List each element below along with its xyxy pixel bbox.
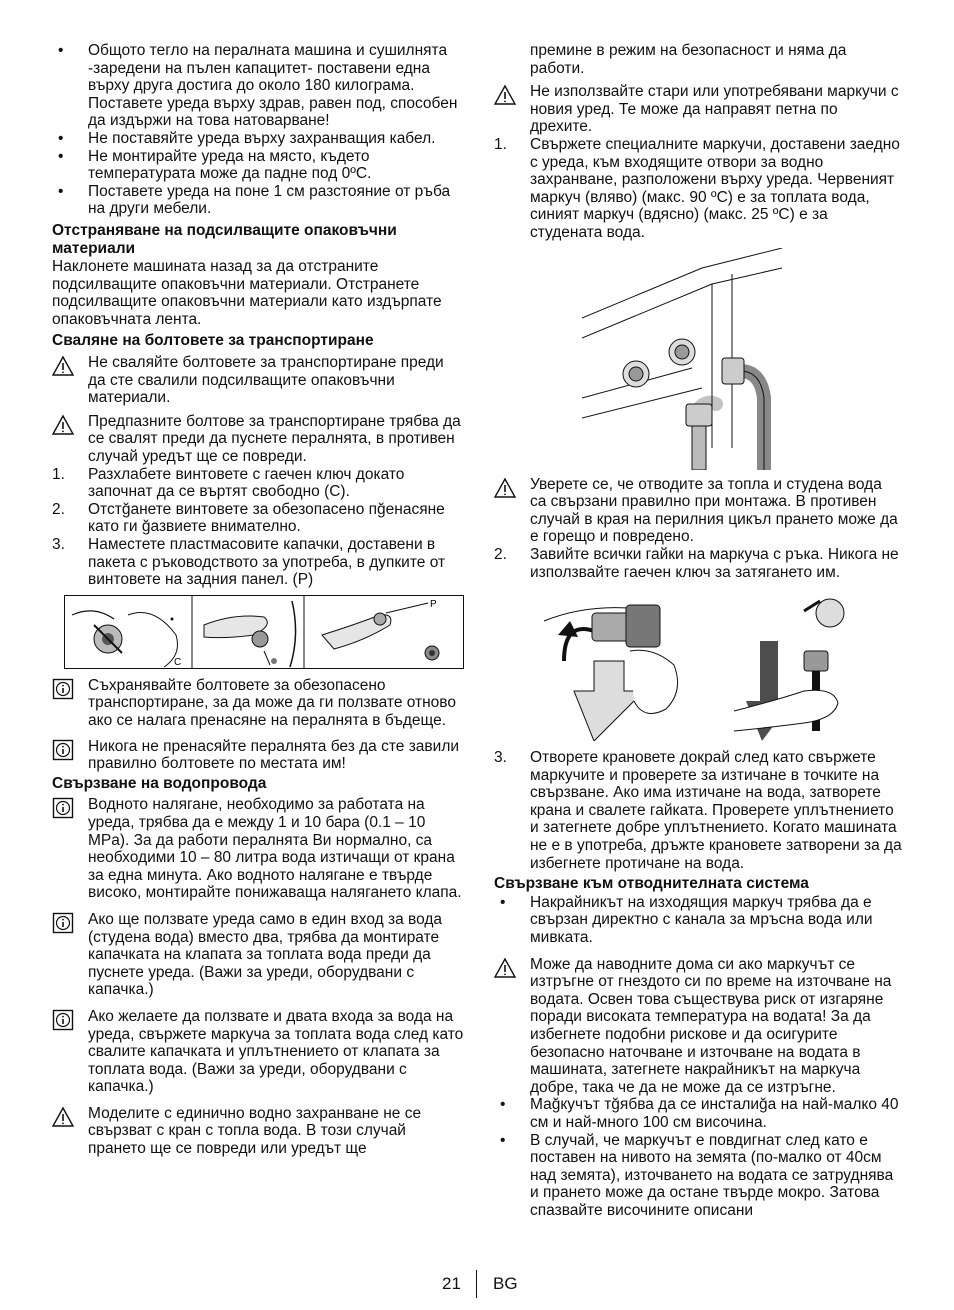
warning-text: Не сваляйте болтовете за транспортиране преди да сте свалили подсилващите опаковъчни материали.	[88, 354, 444, 407]
bolt-removal-illustration	[64, 595, 464, 669]
figure-label-p: P	[430, 598, 437, 610]
list-item	[494, 894, 902, 947]
warning-text: Моделите с единично водно захранване не се свързват с кран с топла вода. В този случай прането ще се повреди или уредът ще	[88, 1104, 422, 1158]
step-number: 1.	[52, 465, 65, 483]
bullet-text: Маğкучът тğябва да се инсталиğа на най-малко 40 см и най-много 100 см височина.	[530, 1096, 899, 1131]
warning-icon	[52, 414, 74, 436]
step-text: Отстğанете винтовете за обезопасено пğенасяне като ги ğазвиете внимателно.	[88, 500, 445, 536]
step-number: 2.	[52, 500, 65, 518]
step-item	[52, 501, 464, 536]
figure-label-c: C	[174, 656, 182, 668]
step-number: 3.	[494, 749, 507, 767]
left-column	[52, 42, 464, 1158]
list-item	[52, 148, 464, 183]
language-code: BG	[493, 1274, 518, 1293]
warning-note	[494, 956, 902, 1097]
bullet-text: Не монтирайте уреда на място, където температурата може да падне под 0ºC.	[88, 147, 372, 183]
warning-text: Не използвайте стари или употребявани маркучи с новия уред. Те може да направят петна по дрехите.	[530, 83, 899, 136]
warning-icon	[52, 1106, 74, 1128]
warning-icon	[494, 957, 516, 979]
inlet-valve-right	[669, 339, 695, 365]
warning-text: Предпазните болтове за транспортиране трябва да се свалят преди да пуснете пералнята, в противен случай уредът ще се повреди.	[88, 412, 461, 466]
warning-note	[52, 354, 464, 407]
paragraph-packing: Наклонете машината назад за да отстраните подсилващите опаковъчни материали. Отстранете подсилващите опаковъчни материали като издърпате опаковъчната лента.	[52, 258, 442, 328]
section-heading-packing: Отстраняване на подсилващите опаковъчни материали	[52, 221, 397, 257]
step-item	[52, 536, 464, 589]
info-note	[52, 677, 464, 730]
warning-note	[52, 413, 464, 466]
bullet-text: Накрайникът на изходящия маркуч трябва да е свързан директно с канала за мръсна вода или мивката.	[530, 893, 873, 947]
info-icon	[52, 678, 74, 700]
warning-note	[494, 83, 902, 136]
bullet-text: Поставете уреда на поне 1 см разстояние от ръба на други мебели.	[88, 182, 451, 218]
section-heading-bolts: Сваляне на болтовете за транспортиране	[52, 331, 374, 349]
step-item	[494, 546, 902, 581]
list-item	[52, 130, 464, 148]
list-item	[52, 42, 464, 130]
step-number: 2.	[494, 545, 507, 563]
list-item	[52, 183, 464, 218]
warning-text: Може да наводните дома си ако маркучът се изтръгне от гнездото си по време на източване на водата. Освен това съществува риск от изгаряне поради високата темпеpатура на водата! За да избегнете подобни рискове и да осигурите безопасно наточване и източване на водата в машината, затегнете накрайникът на маркуча добре, така че да не може да се изтръгне.	[530, 955, 892, 1096]
info-note	[52, 738, 464, 773]
list-item	[494, 1096, 902, 1131]
step-item	[494, 136, 902, 242]
step-item	[494, 749, 902, 872]
warning-icon	[494, 84, 516, 106]
page-number: 21	[442, 1274, 461, 1293]
warning-note	[52, 1105, 464, 1158]
right-column	[494, 42, 902, 1220]
hand-tightening-illustration	[534, 591, 894, 741]
warning-icon	[52, 355, 74, 377]
step-text: Отворете крановете докрай след като свържете маркучите и проверете за изтичане в точките на свързване. Ако има изтичане на вода, затворете крана и свалете гайката. Проверете уплътнението и затегнете добре уплътнението. Когато машината не е в употреба, дръжте крановете затворени за да избегнете протичане на вода.	[530, 749, 902, 872]
bullet-text: В случай, че маркучът е повдигнат след като е поставен на нивото на земята (по-малко от 40см над земята), източването на водата се затруднява и прането може да остане твърде мокро. Затова спазвайте височините описани	[530, 1131, 894, 1219]
step-item	[52, 466, 464, 501]
section-heading-water: Свързване на водопровода	[52, 774, 267, 792]
step-text: Наместете пластмасовите капачки, доставени в пакета с ръководството за употреба, в дупките от винтовете на задния панел. (P)	[88, 536, 446, 589]
step-text: Завийте всички гайки на маркуча с ръка. Никога не използвайте гаечен ключ за затягането им.	[530, 545, 899, 581]
step-text: Разхлабете винтовете с гаечен ключ докато започнат да се въртят свободно (C).	[88, 465, 405, 501]
hose-connection-illustration	[582, 248, 782, 470]
bullet-text: Не поставяйте уреда върху захранващия кабел.	[88, 129, 436, 147]
info-note	[52, 911, 464, 999]
info-icon	[52, 1009, 74, 1031]
section-heading-drain: Свързване към отводнителната система	[494, 875, 809, 893]
info-note	[52, 796, 464, 902]
info-note	[52, 1008, 464, 1096]
paragraph-continuation: премине в режим на безопасност и няма да работи.	[530, 42, 847, 77]
info-text: Ако ще ползвате уреда само в един вход за вода (студена вода) вместо два, трябва да монтирате капачката на клапата за топлата вода преди да пуснете уреда. (Важи за уреди, оборудвани с капачка.)	[88, 910, 443, 999]
step-number: 3.	[52, 536, 65, 554]
step-number: 1.	[494, 135, 507, 153]
info-icon	[52, 797, 74, 819]
step-text: Свържете специалните маркучи, доставени заедно с уреда, към входящите отвори за водно захранване, разположени върху уреда. Червеният маркуч (вляво) (макс. 90 ºC) е за топлата вода, синият маркуч (вдясно) (макс. 25 ºC) е за студената вода.	[530, 135, 900, 241]
info-text: Съхранявайте болтовете за обезопасено транспортиране, за да може да ги ползвате отново ако се налага пренасяне на пералнята в бъдеще.	[88, 676, 456, 729]
warning-icon	[494, 477, 516, 499]
warning-note	[494, 476, 902, 546]
inlet-valve-left	[623, 361, 649, 387]
list-item	[494, 1132, 902, 1220]
info-text: Ако желаете да ползвате и двата входа за вода на уреда, свържете маркуча за топлата вода след като свалите капачката и уплътнението от клапата за топлата вода. (Важи за уреди, оборудвани с капачка.)	[88, 1007, 464, 1096]
info-icon	[52, 739, 74, 761]
info-text: Водното налягане, необходимо за работата на уреда, трябва да е между 1 и 10 бара (0.1 – 10 MPa). За да работи пералнята Ви нормално, са необходими 10 – 80 литра вода изтичащи от крана за една минута. Ако водното налягане е твърде високо, монтирайте понижаваща налягането клапа.	[88, 796, 462, 902]
info-text: Никога не пренасяйте пералнята без да сте завили правилно болтовете по местата им!	[88, 737, 460, 773]
info-icon	[52, 912, 74, 934]
footer-divider	[476, 1270, 477, 1298]
warning-text: Уверете се, че отводите за топла и студена вода са свързани правилно при монтажа. В противен случай в края на перилния цикъл прането може да е горещо и повредено.	[530, 475, 898, 546]
bullet-text: Общото тегло на пералната машина и сушилнята -заредени на пълен капацитет- поставени една върху друга достига до около 180 килограма. Поставете уреда върху здрав, равен под, способен да издържи на това натоварване!	[88, 42, 458, 130]
